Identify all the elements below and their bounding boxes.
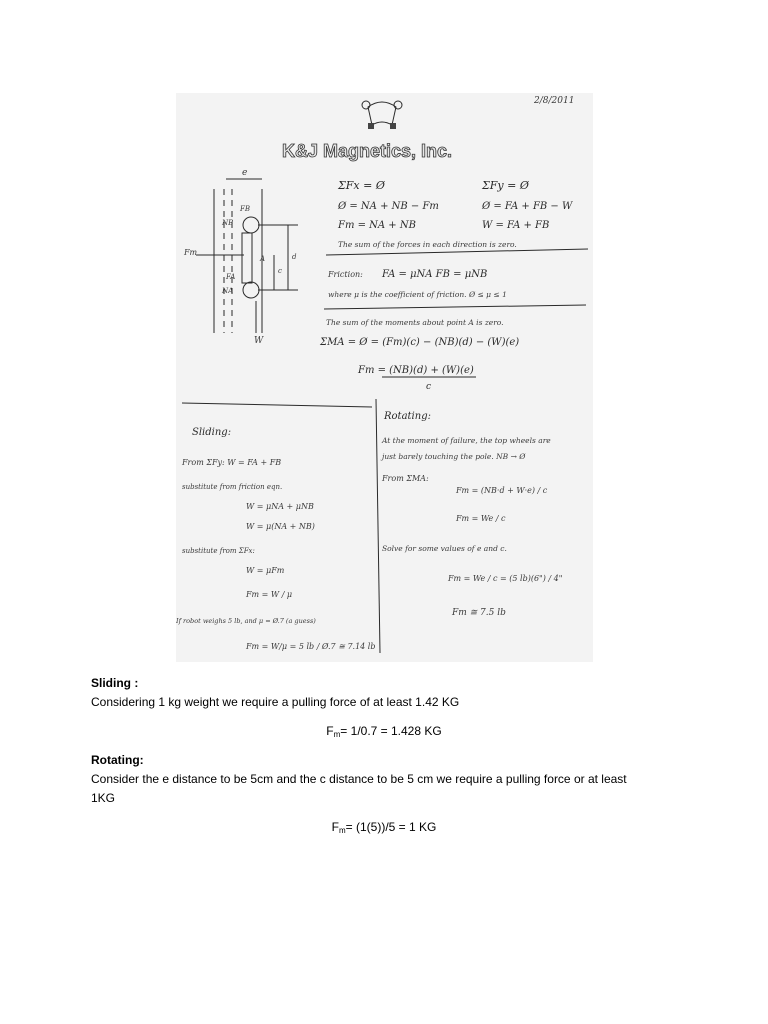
rotating-eq-subscript: m	[338, 826, 346, 835]
rotating-note-line: From ΣMA:	[382, 474, 429, 483]
diagram-label-e: e	[242, 168, 248, 178]
diagram-label-na: NA	[222, 287, 234, 295]
sliding-eq-subscript: m	[333, 730, 341, 739]
rotating-note-line: Fm = We / c	[456, 514, 506, 523]
rotating-eq-symbol: F	[331, 820, 339, 834]
free-body-diagram	[183, 168, 298, 346]
rotating-note-line: just barely touching the pole. NB → Ø	[382, 452, 526, 461]
scanned-notes-image	[176, 93, 593, 662]
eq-fx-line: Ø = NA + NB − Fm	[338, 201, 439, 212]
moments-note: The sum of the moments about point A is zero.	[326, 318, 504, 327]
sliding-notes	[176, 427, 375, 651]
rotating-paragraph-line-1: Consider the e distance to be 5cm and the c distance to be 5 cm we require a pulling force or at least	[91, 772, 627, 786]
diagram-label-w: W	[254, 336, 264, 346]
rotating-note-line: Fm ≅ 7.5 lb	[452, 608, 506, 618]
sliding-paragraph: Considering 1 kg weight we require a pulling force of at least 1.42 KG	[91, 695, 460, 709]
handwritten-sheet	[176, 93, 593, 662]
friction-note: where μ is the coefficient of friction. Ø ≤ μ ≤ 1	[328, 290, 507, 299]
rotating-note-title: Rotating:	[384, 411, 431, 422]
rotating-notes	[380, 411, 562, 618]
friction-label: Friction:	[328, 270, 363, 279]
diagram-label-c: c	[278, 267, 282, 275]
sliding-eq-symbol: F	[326, 724, 334, 738]
diagram-label-d: d	[292, 253, 297, 261]
eq-w-line: W = FA + FB	[482, 220, 550, 231]
sliding-note-line: W = μ(NA + NB)	[246, 522, 315, 531]
sliding-note-line: Fm = W / μ	[246, 590, 293, 599]
rotating-note-line: Fm = We / c = (5 lb)(6") / 4"	[448, 574, 563, 583]
sliding-heading: Sliding :	[91, 676, 139, 690]
rotating-note-line: At the moment of failure, the top wheels are	[382, 436, 551, 445]
diagram-label-fa: FA	[226, 273, 236, 281]
friction-eq: FA = μNA FB = μNB	[382, 269, 488, 280]
sliding-eq-rest: = 1/0.7 = 1.428 KG	[340, 724, 442, 738]
eq-sum-fx: ΣFx = Ø	[338, 179, 385, 192]
rotating-heading: Rotating:	[91, 753, 144, 767]
rotating-note-line: Fm = (NB·d + W·e) / c	[456, 486, 548, 495]
sliding-note-line: substitute from friction eqn.	[182, 483, 283, 491]
sliding-note-line: From ΣFy: W = FA + FB	[182, 458, 282, 467]
scan-date: 2/8/2011	[534, 96, 575, 106]
eq-fm-line: Fm = NA + NB	[338, 220, 416, 231]
magnet-logo-icon	[362, 101, 402, 129]
moments-eq: ΣMA = Ø = (Fm)(c) − (NB)(d) − (W)(e)	[320, 337, 520, 348]
eq-fy-line: Ø = FA + FB − W	[482, 201, 573, 212]
diagram-label-fb: FB	[240, 205, 251, 213]
rotating-eq-rest: = (1(5))/5 = 1 KG	[345, 820, 437, 834]
rotating-paragraph-line-2: 1KG	[91, 791, 116, 805]
sliding-equation	[91, 722, 677, 740]
eq-sum-fy: ΣFy = Ø	[482, 179, 529, 192]
rotating-equation	[91, 818, 677, 836]
sliding-note-line: Fm = W/μ = 5 lb / Ø.7 ≅ 7.14 lb	[246, 642, 376, 651]
company-title: K&J Magnetics, Inc.	[282, 141, 453, 161]
fm-moment-eq: Fm = (NB)(d) + (W)(e)	[358, 365, 474, 376]
diagram-label-fm: Fm	[184, 248, 198, 257]
fm-moment-den: c	[426, 382, 432, 392]
sliding-note-line: W = μFm	[246, 566, 285, 575]
sliding-note-line: If robot weighs 5 lb, and μ = Ø.7 (a guess)	[176, 617, 316, 625]
sliding-note-line: substitute from ΣFx:	[182, 547, 255, 555]
eq-sum-note: The sum of the forces in each direction is zero.	[338, 240, 517, 249]
rotating-note-line: Solve for some values of e and c.	[382, 544, 507, 553]
diagram-label-nb: NB	[222, 219, 234, 227]
diagram-label-a: A	[260, 255, 266, 263]
sliding-note-line: W = μNA + μNB	[246, 502, 314, 511]
sliding-note-title: Sliding:	[192, 427, 232, 438]
